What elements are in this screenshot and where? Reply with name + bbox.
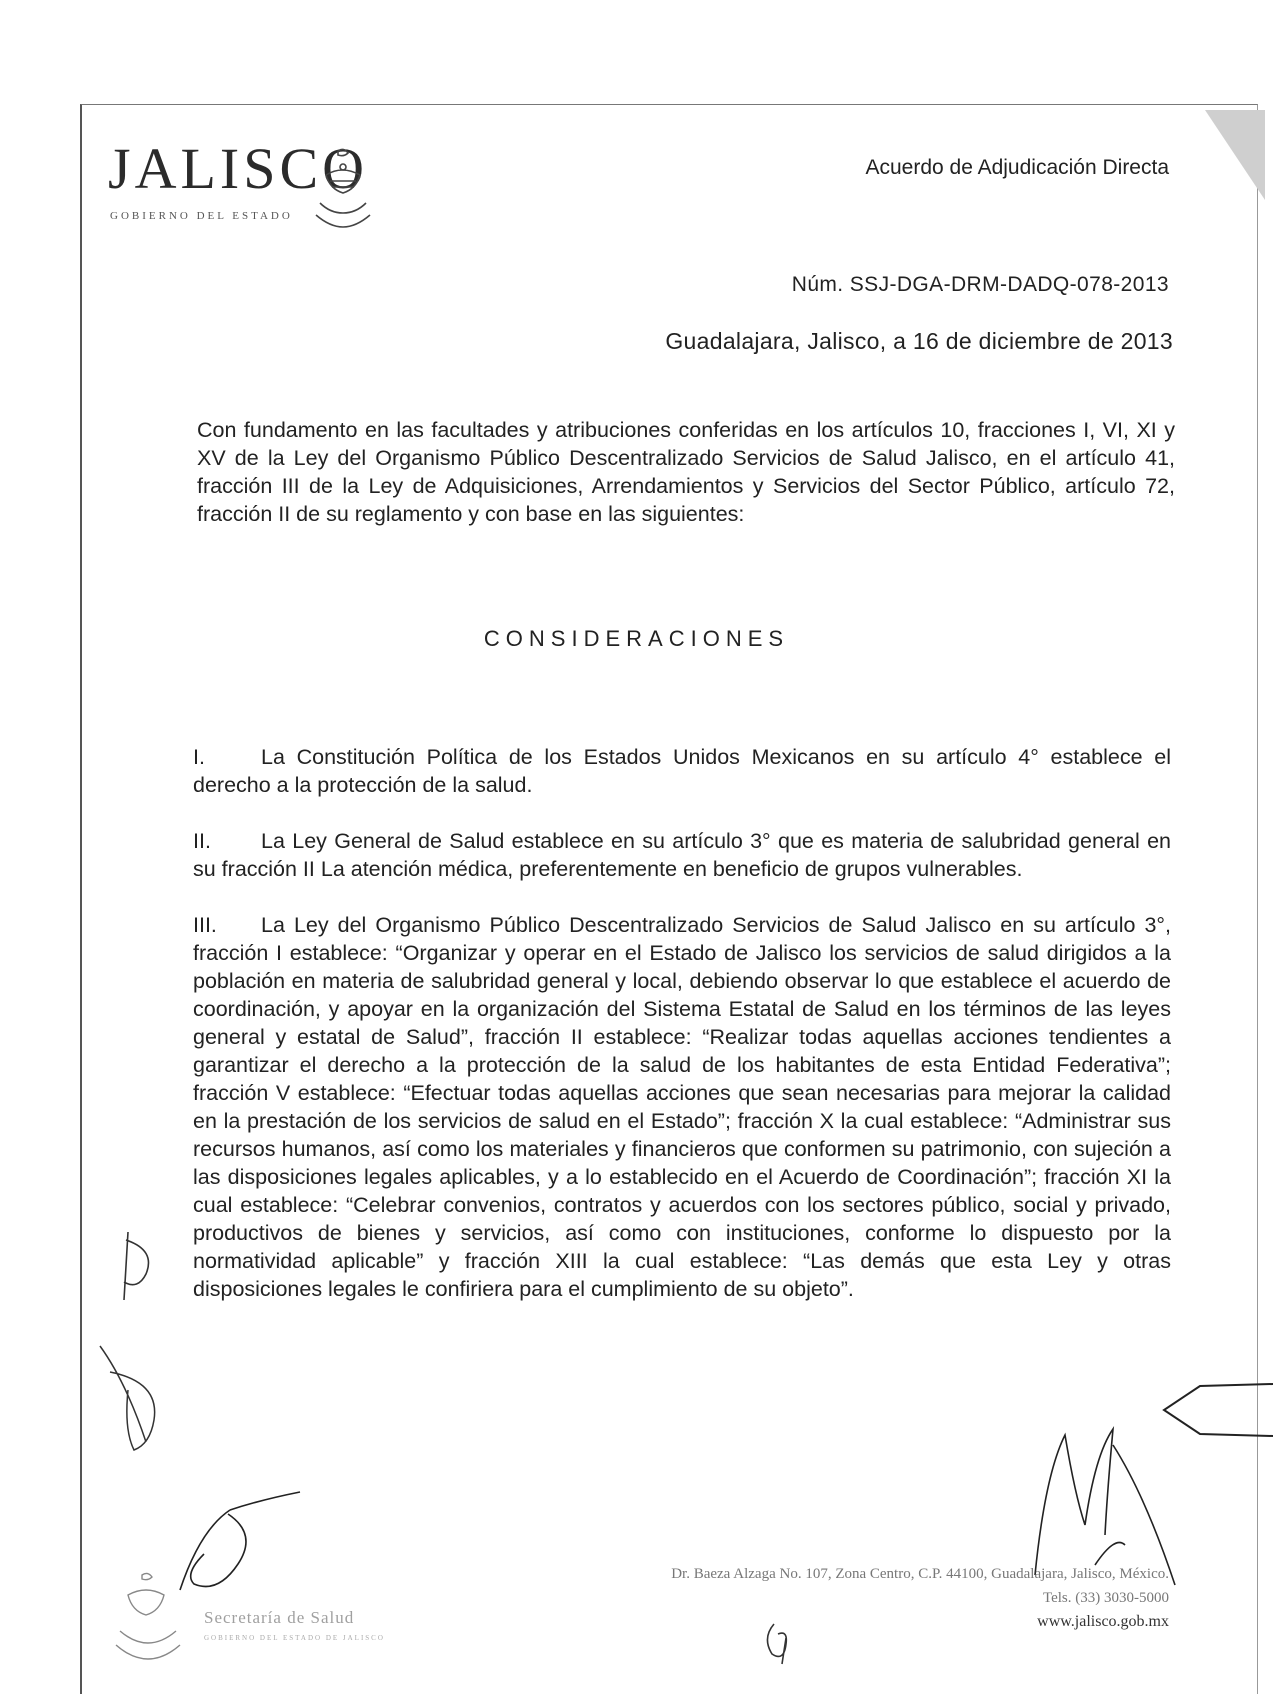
logo-subtitle: GOBIERNO DEL ESTADO — [110, 210, 293, 222]
place-and-date: Guadalajara, Jalisco, a 16 de diciembre de 2013 — [665, 328, 1173, 354]
logo-text: JALISCO — [108, 136, 369, 201]
consideration-text: La Constitución Política de los Estados Unidos Mexicanos en su artículo 4° establece el derecho a la protección de la salud. — [193, 745, 1171, 797]
footer-contact — [671, 1562, 1169, 1634]
consideration-text: La Ley del Organismo Público Descentralizado Servicios de Salud Jalisco en su artículo 3°, fracción I establece: “Organizar y operar en el Estado de Jalisco los servicios de salud dirigidos a la población en materia de salubridad general y local, debiendo observar lo que establece el acuerdo de coordinación, y apoyar en la organización del Sistema Estatal de Salud en los términos de las leyes general y estatal de Salud”, fracción II establece: “Realizar todas aquellas acciones tendientes a garantizar el derecho a la protección de la salud de los habitantes de esta Entidad Federativa”; fracción V establece: “Efectuar todas aquellas acciones que sean necesarias para mejorar la calidad en la prestación de los servicios de salud en el Estado”; fracción X la cual establece: “Administrar sus recursos humanos, así como los materiales y financieros que conformen su patrimonio, con sujeción a las disposiciones legales aplicables, y a lo establecido en el Acuerdo de Coordinación”; fracción XI la cual establece: “Celebrar convenios, contratos y acuerdos con los sectores público, social y privado, productivos de bienes y servicios, así como con instituciones, conforme lo dispuesto por la normatividad aplicable” y fracción XIII la cual establece: “Las demás que esta Ley y otras disposiciones legales le confiriera para el cumplimiento de su objeto”. — [193, 913, 1171, 1301]
handwritten-page-mark — [760, 1618, 800, 1668]
footer-website: www.jalisco.gob.mx — [1037, 1613, 1169, 1630]
footer-address: Dr. Baeza Alzaga No. 107, Zona Centro, C.P. 44100, Guadalajara, Jalisco, México. — [671, 1566, 1169, 1582]
state-seal-icon — [308, 145, 378, 235]
document-type: Acuerdo de Adjudicación Directa — [865, 156, 1169, 179]
footer-phone: Tels. (33) 3030-5000 — [1042, 1590, 1169, 1606]
section-heading: CONSIDERACIONES — [483, 626, 790, 651]
intro-paragraph: Con fundamento en las facultades y atribuciones conferidas en los artículos 10, fracciones I, VI, XI y XV de la Ley del Organismo Público Descentralizado Servicios de Salud Jalisco, en el artículo 41, fracción III de la Ley de Adquisiciones, Arrendamientos y Servicios del Sector Público, artículo 72, fracción II de su reglamento y con base en las siguientes: — [197, 418, 1175, 526]
department-subtitle: GOBIERNO DEL ESTADO DE JALISCO — [204, 1634, 385, 1642]
margin-signature — [96, 1342, 176, 1462]
secretaria-salud-logo — [112, 1565, 402, 1675]
consideration-number: II. — [193, 829, 211, 853]
department-name: Secretaría de Salud — [204, 1608, 355, 1627]
health-seal-icon — [112, 1565, 192, 1665]
side-arrow-mark — [1160, 1380, 1273, 1440]
folded-corner — [1205, 110, 1265, 200]
consideration-number: III. — [193, 913, 217, 937]
margin-initial-signature — [108, 1228, 168, 1308]
jalisco-logo — [108, 136, 388, 240]
consideration-item — [193, 827, 1171, 883]
consideration-number: I. — [193, 745, 205, 769]
consideration-item — [193, 911, 1171, 1303]
document-number: Núm. SSJ-DGA-DRM-DADQ-078-2013 — [791, 273, 1169, 296]
consideration-text: La Ley General de Salud establece en su artículo 3° que es materia de salubridad general en su fracción II La atención médica, preferentemente en beneficio de grupos vulnerables. — [193, 829, 1171, 881]
considerations-list — [193, 743, 1171, 1331]
consideration-item — [193, 743, 1171, 799]
